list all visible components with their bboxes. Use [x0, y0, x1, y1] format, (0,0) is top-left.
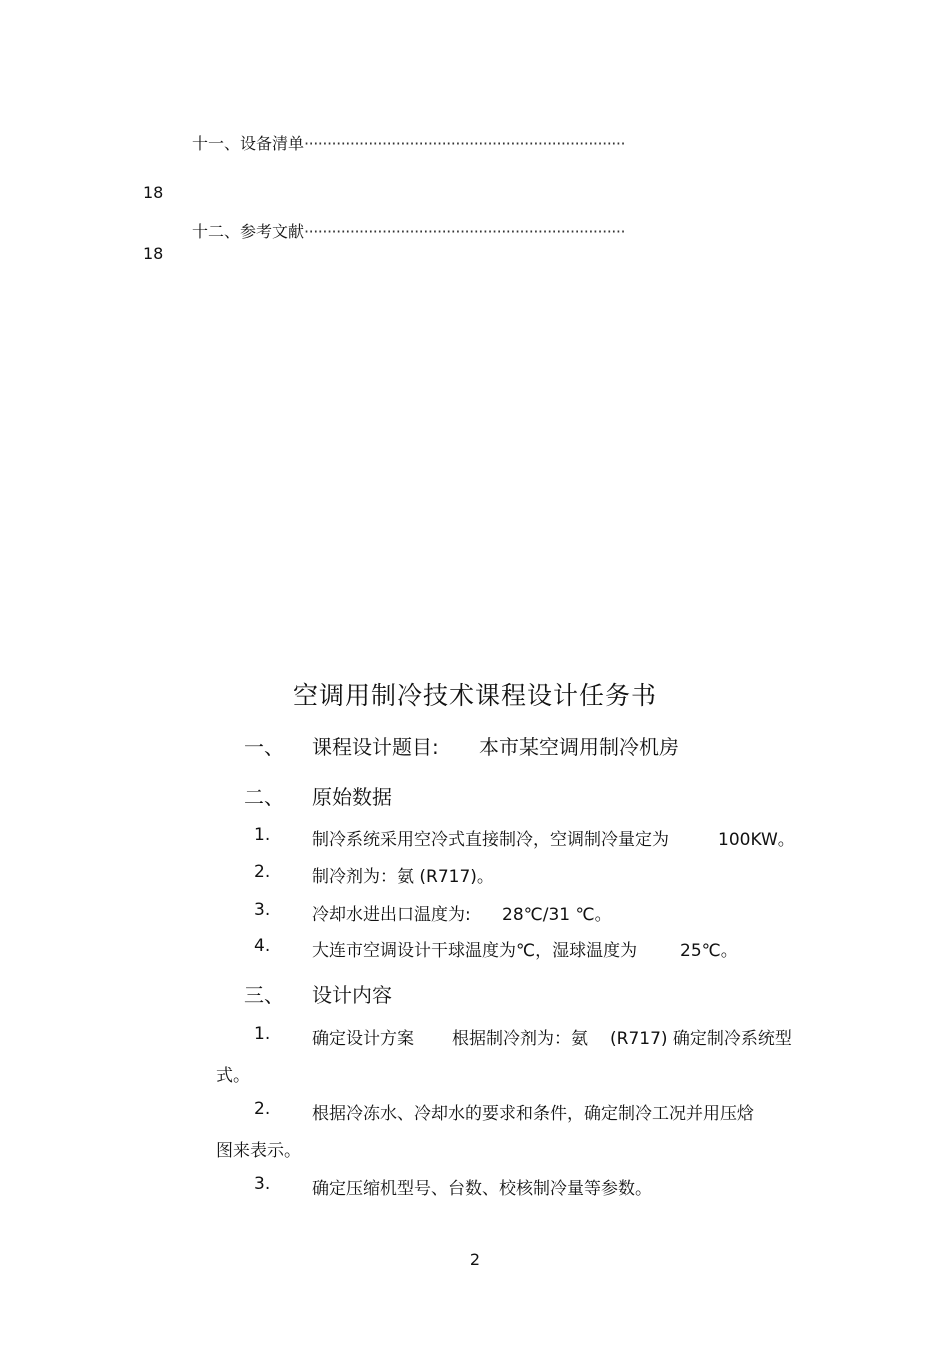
toc-page-number: 18 — [143, 244, 164, 263]
list-item-number: 3. — [254, 900, 271, 920]
list-item-continuation: 图来表示。 — [216, 1141, 301, 1161]
list-item-number: 2. — [254, 862, 271, 882]
list-item-text: 制冷系统采用空冷式直接制冷，空调制冷量定为 — [312, 830, 669, 850]
list-item-text: 根据冷冻水、冷却水的要求和条件，确定制冷工况并用压焓 — [312, 1104, 754, 1124]
section-label: 课程设计题目: — [312, 735, 439, 759]
list-item-number: 2. — [254, 1099, 271, 1119]
list-item-text: 冷却水进出口温度为: — [312, 905, 471, 925]
list-item-number: 4. — [254, 936, 271, 956]
page-number: 2 — [469, 1250, 481, 1269]
list-item-text: 确定压缩机型号、台数、校核制冷量等参数。 — [312, 1179, 652, 1199]
list-item-number: 1. — [254, 1024, 271, 1044]
toc-entry-equipment[interactable] — [192, 131, 625, 154]
toc-entry-references[interactable] — [192, 219, 625, 242]
list-item-text: (R717) 确定制冷系统型 — [610, 1029, 792, 1049]
section-label: 设计内容 — [312, 983, 392, 1007]
list-item-value: 100KW。 — [718, 830, 795, 850]
section-number: 一、 — [244, 735, 284, 759]
list-item-text: 大连市空调设计干球温度为℃，湿球温度为 — [312, 941, 638, 961]
section-value: 本市某空调用制冷机房 — [479, 735, 679, 759]
section-label: 原始数据 — [312, 785, 392, 809]
toc-label: 十二、参考文献 — [192, 222, 305, 241]
list-item-text: 根据制冷剂为：氨 — [452, 1029, 588, 1049]
document-title: 空调用制冷技术课程设计任务书 — [292, 681, 657, 710]
toc-leader: ······································································ — [304, 134, 626, 153]
toc-page-number: 18 — [143, 183, 164, 202]
section-number: 三、 — [244, 983, 284, 1007]
list-item-number: 3. — [254, 1174, 271, 1194]
list-item-number: 1. — [254, 825, 271, 845]
list-item-value: 28℃/31 ℃。 — [502, 905, 612, 925]
list-item-value: 25℃。 — [680, 941, 738, 961]
list-item-text: 制冷剂为：氨 (R717)。 — [312, 867, 494, 887]
list-item-continuation: 式。 — [216, 1066, 250, 1086]
section-number: 二、 — [244, 785, 284, 809]
toc-label: 十一、设备清单 — [192, 134, 305, 153]
toc-leader: ······································································ — [304, 222, 626, 241]
list-item-text: 确定设计方案 — [312, 1029, 414, 1049]
